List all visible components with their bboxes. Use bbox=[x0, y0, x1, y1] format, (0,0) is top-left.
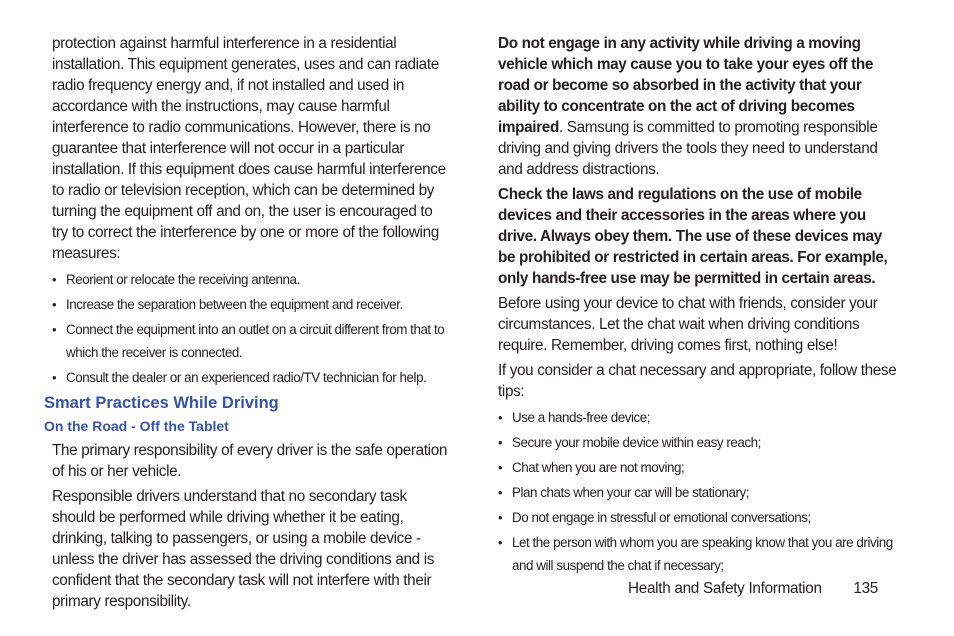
list-item-text: Connect the equipment into an outlet on a circuit different from that to which the receiver is connected. bbox=[66, 322, 445, 360]
footer-section-title: Health and Safety Information bbox=[628, 580, 822, 597]
list-item-text: Use a hands-free device; bbox=[512, 410, 651, 425]
list-item bbox=[498, 531, 898, 577]
page-number: 135 bbox=[853, 580, 878, 597]
bullet-icon: • bbox=[52, 322, 57, 337]
driving-warning-rest: . Samsung is committed to promoting responsible driving and giving drivers the tools they need to understand and address distractions. bbox=[498, 119, 878, 178]
responsible-drivers-paragraph: Responsible drivers understand that no secondary task should be performed while driving whether it be eating, drinking, talking to passengers, or using a mobile device - unless the driver has assessed the driving conditions and is confident that the secondary task will not interfere with their primary responsibility. bbox=[52, 488, 435, 610]
driving-warning-bold: Do not engage in any activity while driving a moving vehicle which may cause you to take your eyes off the road or become so absorbed in the activity that your ability to concentrate on the act of driving becomes impaired bbox=[498, 35, 874, 136]
bullet-icon: • bbox=[498, 485, 503, 500]
bullet-icon: • bbox=[498, 460, 503, 475]
bullet-icon: • bbox=[498, 410, 503, 425]
list-item-text: Do not engage in stressful or emotional conversations; bbox=[512, 510, 811, 525]
list-item bbox=[52, 366, 452, 389]
left-column bbox=[44, 33, 452, 616]
list-item-text: Increase the separation between the equipment and receiver. bbox=[66, 297, 403, 312]
bullet-icon: • bbox=[52, 370, 57, 385]
list-item-text: Consult the dealer or an experienced radio/TV technician for help. bbox=[66, 370, 427, 385]
bullet-icon: • bbox=[52, 272, 57, 287]
list-item-text: Reorient or relocate the receiving antenna. bbox=[66, 272, 300, 287]
list-item bbox=[498, 406, 898, 429]
list-item bbox=[52, 293, 452, 316]
right-column bbox=[498, 33, 898, 579]
bullet-icon: • bbox=[498, 510, 503, 525]
bullet-icon: • bbox=[498, 435, 503, 450]
subsection-heading: On the Road - Off the Tablet bbox=[44, 418, 229, 434]
bullet-icon: • bbox=[52, 297, 57, 312]
laws-paragraph: Check the laws and regulations on the use of mobile devices and their accessories in the areas where you drive. Always obey them. The use of these devices may be prohibited or restricted in certain areas. For example, only hands-free use may be permitted in certain areas. bbox=[498, 186, 888, 287]
list-item bbox=[498, 456, 898, 479]
intro-paragraph: protection against harmful interference in a residential installation. This equipment generates, uses and can radiate radio frequency energy and, if not installed and used in accordance with the instructions, may cause harmful interference to radio communications. However, there is no guarantee that interference will not occur in a particular installation. If this equipment does cause harmful interference to radio or television reception, which can be determined by turning the equipment off and on, the user is encouraged to try to correct the interference by one or more of the following measures: bbox=[52, 35, 446, 262]
list-item bbox=[52, 318, 452, 364]
list-item-text: Chat when you are not moving; bbox=[512, 460, 685, 475]
tips-intro-paragraph: If you consider a chat necessary and appropriate, follow these tips: bbox=[498, 362, 897, 400]
primary-responsibility-paragraph: The primary responsibility of every driver is the safe operation of his or her vehicle. bbox=[52, 442, 448, 480]
list-item-text: Secure your mobile device within easy reach; bbox=[512, 435, 761, 450]
chat-paragraph: Before using your device to chat with friends, consider your circumstances. Let the chat wait when driving conditions require. Remember, driving comes first, nothing else! bbox=[498, 295, 878, 354]
chat-tips-list bbox=[498, 406, 898, 577]
interference-measures-list bbox=[52, 268, 452, 389]
list-item-text: Plan chats when your car will be stationary; bbox=[512, 485, 749, 500]
driving-warning-paragraph bbox=[498, 33, 898, 180]
list-item bbox=[498, 481, 898, 504]
list-item bbox=[498, 431, 898, 454]
list-item bbox=[498, 506, 898, 529]
list-item bbox=[52, 268, 452, 291]
section-heading: Smart Practices While Driving bbox=[44, 394, 279, 412]
list-item-text: Let the person with whom you are speaking know that you are driving and will suspend the chat if necessary; bbox=[512, 535, 893, 573]
bullet-icon: • bbox=[498, 535, 503, 550]
